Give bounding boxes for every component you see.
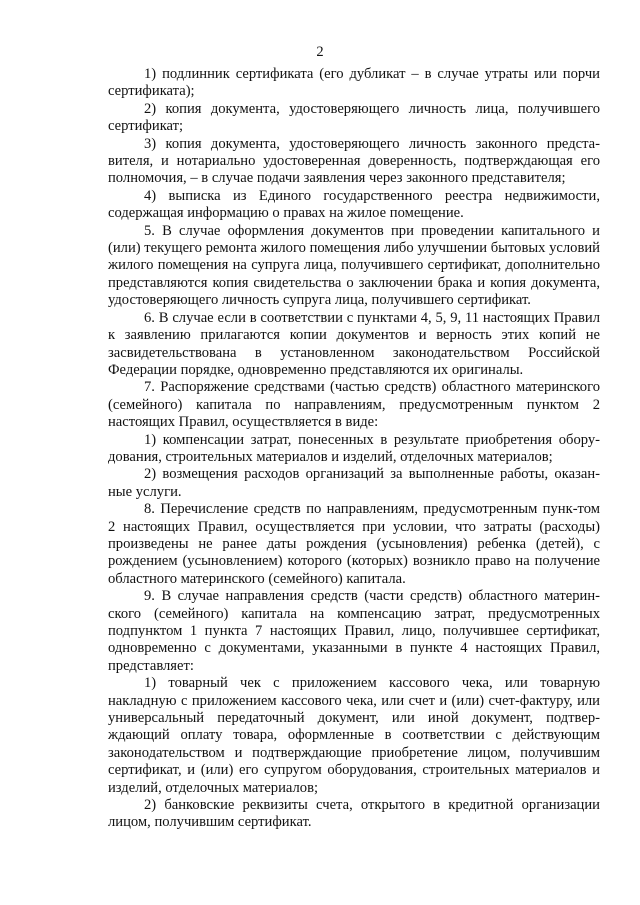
paragraph-item-2-identity-copy: 2) копия документа, удостоверяющего личность лица, получившего сертификат; [108, 100, 600, 135]
paragraph-item-4-registry-extract: 4) выписка из Единого государственного реестра недвижимости, содержащая информацию о правах на жилое помещение. [108, 187, 600, 222]
paragraph-clause-7-item-1: 1) компенсации затрат, понесенных в результате приобретения обору-дования, строительных материалов и изделий, отделочных материалов; [108, 431, 600, 465]
paragraph-item-3-representative-copy: 3) копия документа, удостоверяющего личность законного предста-вителя, и нотариально удостоверенная доверенность, подтверждающая его полномочия, – в случае подачи заявления через законного представителя; [108, 135, 600, 187]
paragraph-clause-7: 7. Распоряжение средствами (частью средств) областного материнского (семейного) капитала по направлениям, предусмотренным пунктом 2 настоящих Правил, осуществляется в виде: [108, 379, 600, 431]
page-number: 2 [316, 44, 324, 60]
paragraph-clause-7-item-2: 2) возмещения расходов организаций за выполненные работы, оказан-ные услуги. [108, 466, 600, 500]
document-body [108, 66, 600, 832]
paragraph-clause-9: 9. В случае направления средств (части средств) областного материн-ского (семейного) капитала на компенсацию затрат, предусмотренных подпунктом 1 пункта 7 настоящих Правил, лицо, получившее сертификат, одновременно с документами, указанными в пункте 4 настоящих Правил, представляет: [108, 588, 600, 674]
paragraph-clause-5: 5. В случае оформления документов при проведении капитального и (или) текущего ремонта жилого помещения либо улучшении бытовых условий жилого помещения на супруга лица, получившего сертификат, дополнительно представляются копия свидетельства о заключении брака и копия документа, удостоверяющего личность супруга лица, получившего сертификат. [108, 222, 600, 309]
paragraph-clause-9-item-1: 1) товарный чек с приложением кассового чека, или товарную накладную с приложением кассового чека, или счет и (или) счет-фактуру, или универсальный передаточный документ, или иной документ, подтвер-ждающий оплату товара, оформленные в соответствии с действующим законодательством и подтверждающие приобретение лицом, получившим сертификат, и (или) его супругом оборудования, строительных материалов и изделий, отделочных материалов; [108, 675, 600, 796]
paragraph-clause-9-item-2: 2) банковские реквизиты счета, открытого в кредитной организации лицом, получившим сертификат. [108, 797, 600, 831]
paragraph-clause-8: 8. Перечисление средств по направлениям, предусмотренным пунк-том 2 настоящих Правил, осуществляется при условии, что затраты (расходы) произведены не ранее даты рождения (усыновления) ребенка (детей), с рождением (усыновлением) которого (которых) возникло право на получение областного материнского (семейного) капитала. [108, 501, 600, 587]
paragraph-clause-6: 6. В случае если в соответствии с пунктами 4, 5, 9, 11 настоящих Правил к заявлению прилагаются копии документов и верность этих копий не засвидетельствована в установленном законодательством Российской Федерации порядке, одновременно представляются их оригиналы. [108, 309, 600, 378]
paragraph-item-1-original-certificate: 1) подлинник сертификата (его дубликат – в случае утраты или порчи сертификата); [108, 66, 600, 100]
